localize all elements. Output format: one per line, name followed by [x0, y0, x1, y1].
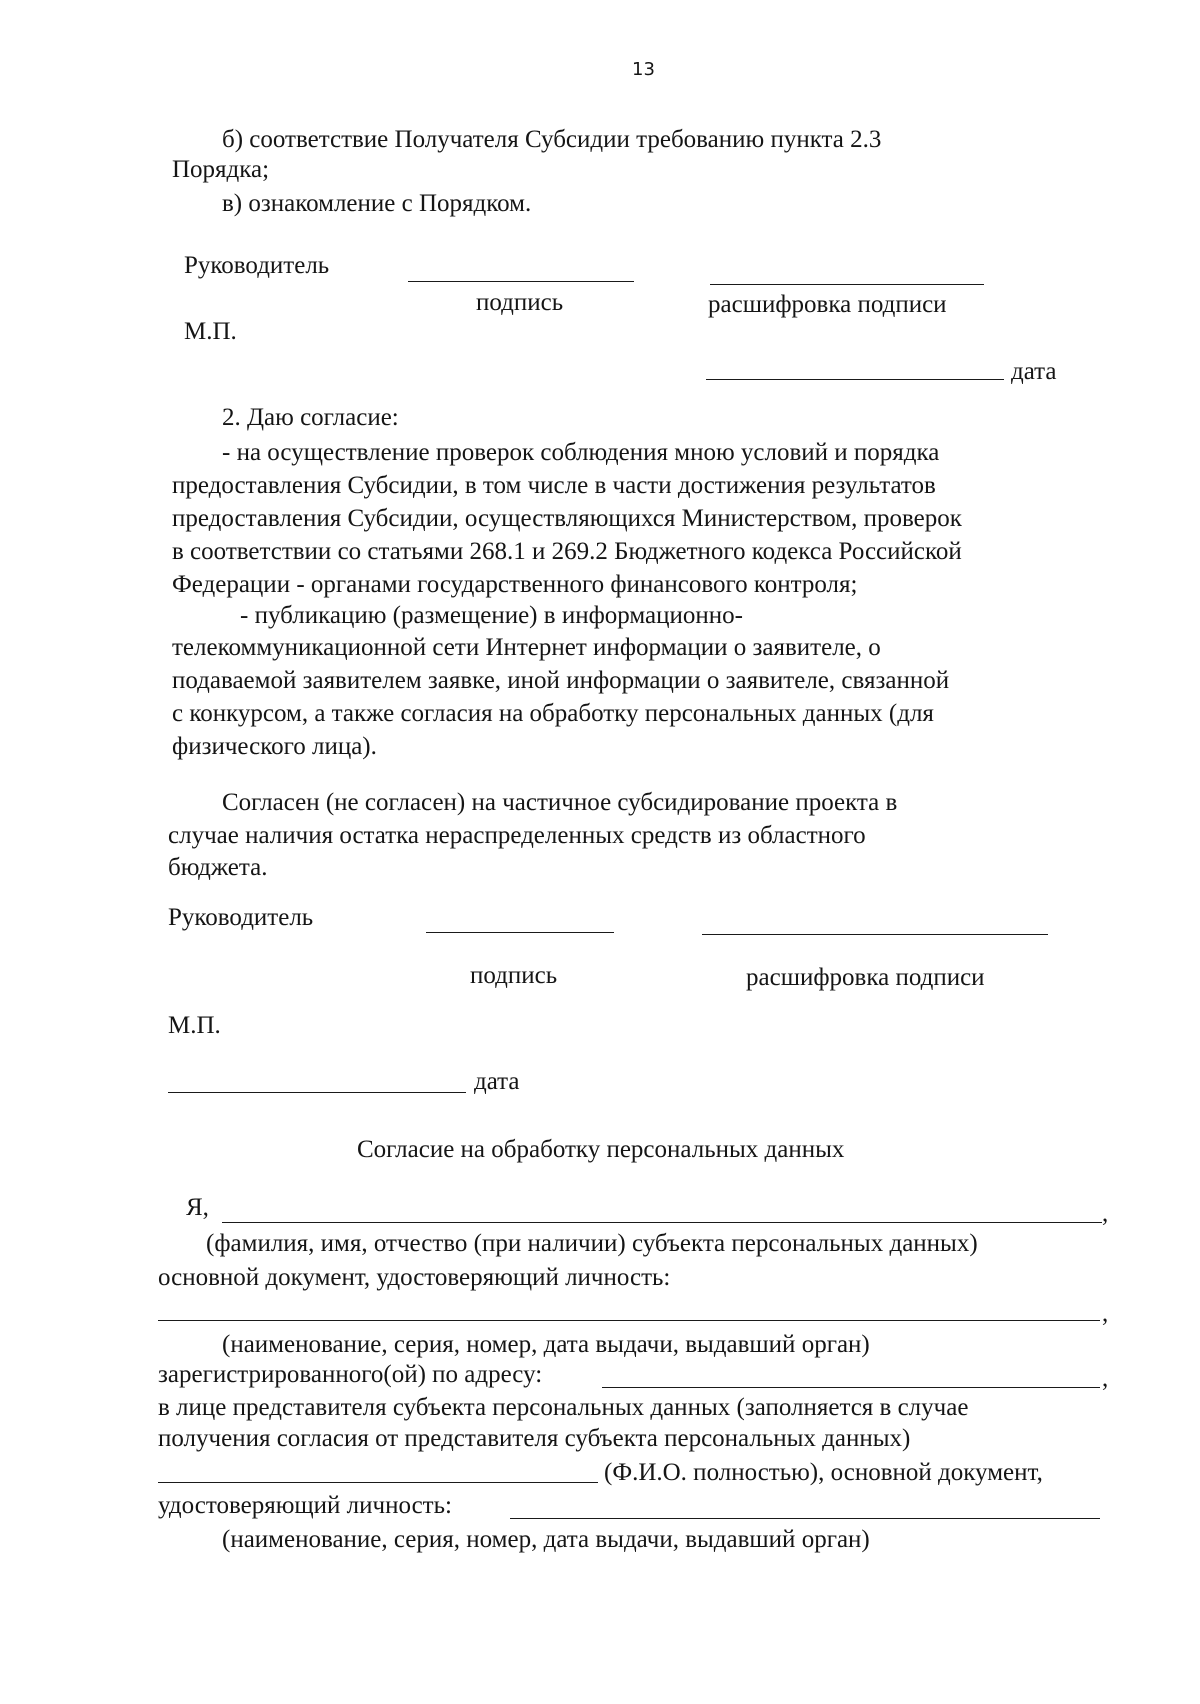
partial-line: случае наличия остатка нераспределенных средств из областного [168, 822, 866, 849]
consent-heading: 2. Даю согласие: [222, 404, 399, 431]
consent-line: Федерации - органами государственного финансового контроля; [172, 571, 858, 598]
date-line-1[interactable] [706, 379, 1004, 380]
signature-caption-1: подпись [476, 289, 564, 316]
role-label-1: Руководитель [184, 252, 330, 279]
address-label: зарегистрированного(ой) по адресу: [158, 1361, 543, 1388]
rep-doc-caption: (наименование, серия, номер, дата выдачи, выдавший орган) [222, 1526, 870, 1553]
consent-line: предоставления Субсидии, в том числе в части достижения результатов [172, 472, 936, 499]
consent-line: в соответствии со статьями 268.1 и 269.2 Бюджетного кодекса Российской [172, 538, 962, 565]
comma: , [1102, 1200, 1109, 1227]
comma: , [1102, 1300, 1109, 1327]
page-number: 13 [632, 59, 655, 80]
role-label-2: Руководитель [168, 904, 314, 931]
consent-line: физического лица). [172, 733, 377, 760]
comma: , [1102, 1365, 1109, 1392]
date-caption-1: дата [1011, 358, 1057, 385]
consent-line: с конкурсом, а также согласия на обработку персональных данных (для [172, 700, 934, 727]
fio-caption: (фамилия, имя, отчество (при наличии) субъекта персональных данных) [206, 1230, 978, 1257]
seal-label-2: М.П. [168, 1012, 221, 1039]
decoding-caption-1: расшифровка подписи [708, 291, 947, 318]
rep-line2: получения согласия от представителя субъекта персональных данных) [158, 1425, 911, 1452]
signature-line-2[interactable] [426, 932, 614, 933]
seal-label-1: М.П. [184, 318, 237, 345]
item-b-line2: Порядка; [172, 156, 270, 183]
decoding-caption-2: расшифровка подписи [746, 964, 985, 991]
date-line-2[interactable] [168, 1092, 466, 1093]
consent-line: предоставления Субсидии, осуществляющихся Министерством, проверок [172, 505, 962, 532]
rep-fio-text: (Ф.И.О. полностью), основной документ, [604, 1459, 1043, 1486]
doc-line: основной документ, удостоверяющий личность: [158, 1264, 671, 1291]
pd-consent-title: Согласие на обработку персональных данных [357, 1136, 845, 1163]
fio-field[interactable] [222, 1222, 1102, 1223]
rep-line1: в лице представителя субъекта персональных данных (заполняется в случае [158, 1394, 969, 1421]
rep-doc-field[interactable] [510, 1518, 1100, 1519]
consent-line: - на осуществление проверок соблюдения мною условий и порядка [222, 439, 940, 466]
partial-line: бюджета. [168, 854, 268, 881]
consent-line: телекоммуникационной сети Интернет информации о заявителе, о [172, 634, 881, 661]
rep-fio-field[interactable] [158, 1482, 598, 1483]
doc-caption: (наименование, серия, номер, дата выдачи, выдавший орган) [222, 1331, 870, 1358]
signature-line-1[interactable] [408, 281, 634, 282]
address-field[interactable] [602, 1387, 1100, 1388]
date-caption-2: дата [474, 1068, 520, 1095]
item-b-line1: б) соответствие Получателя Субсидии требованию пункта 2.3 [222, 126, 882, 153]
decoding-line-1[interactable] [710, 284, 984, 285]
decoding-line-2[interactable] [702, 934, 1048, 935]
signature-caption-2: подпись [470, 962, 558, 989]
consent-line: подаваемой заявителем заявке, иной информации о заявителе, связанной [172, 667, 950, 694]
consent-line: - публикацию (размещение) в информационно- [240, 602, 743, 629]
partial-line: Согласен (не согласен) на частичное субсидирование проекта в [222, 789, 898, 816]
doc-field[interactable] [158, 1320, 1100, 1321]
rep-doc-label: удостоверяющий личность: [158, 1492, 452, 1519]
i-label: Я, [186, 1194, 209, 1221]
item-c: в) ознакомление с Порядком. [222, 190, 532, 217]
